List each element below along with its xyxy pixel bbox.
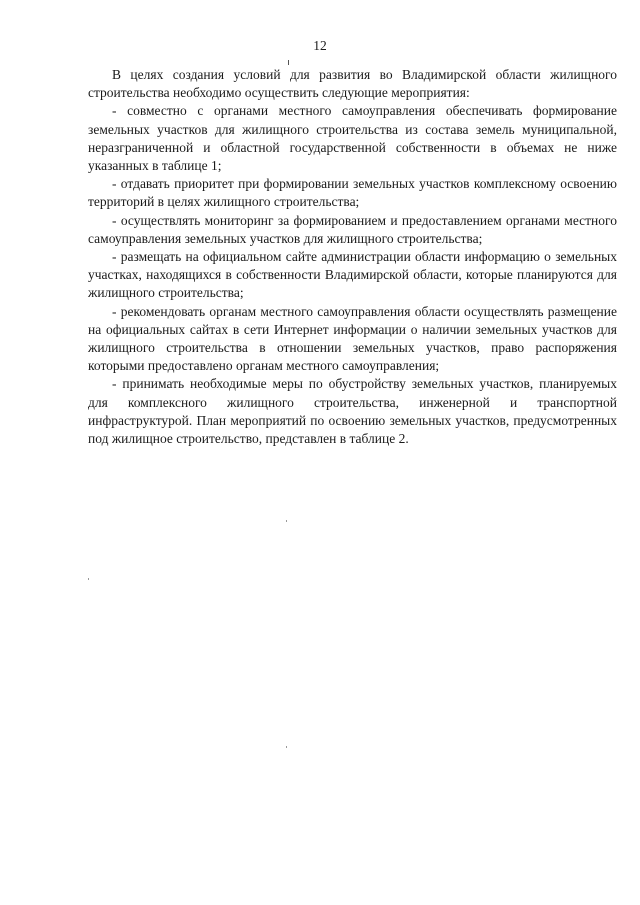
page-number: 12 <box>313 38 327 53</box>
scan-mark <box>288 60 289 65</box>
paragraph-item-infrastructure: - принимать необходимые меры по обустройству земельных участков, планируемых для комплексного жилищного строительства, инженерной и транспортной инфраструктурой. План мероприятий по освоению земельных участков, предусмотренных под жилищное строительство, представлен в таблице 2. <box>88 376 617 447</box>
scan-speck <box>286 520 287 522</box>
paragraph-item-priority: - отдавать приоритет при формировании земельных участков комплексному освоению территорий в целях жилищного строительства; <box>88 176 617 210</box>
paragraph-intro: В целях создания условий для развития во Владимирской области жилищного строительства необходимо осуществить следующие мероприятия: <box>88 67 617 101</box>
scan-speck <box>286 746 287 748</box>
document-body <box>88 66 617 448</box>
paragraph-item-monitoring: - осуществлять мониторинг за формированием и предоставлением органами местного самоуправления земельных участков для жилищного строительства; <box>88 212 617 246</box>
paragraph-item-land-formation: - совместно с органами местного самоуправления обеспечивать формирование земельных участков для жилищного строительства из состава земель муниципальной, неразграниченной и областной государственной собственности в объемах не ниже указанных в таблице 1; <box>88 103 617 174</box>
paragraph-item-website-info: - размещать на официальном сайте администрации области информацию о земельных участках, находящихся в собственности Владимирской области, которые планируются для жилищного строительства; <box>88 249 617 301</box>
scan-speck <box>88 578 89 580</box>
paragraph-item-recommend: - рекомендовать органам местного самоуправления области осуществлять размещение на официальных сайтах в сети Интернет информации о наличии земельных участков для жилищного строительства в отношении земельных участков, право распоряжения которыми предоставлено органам местного самоуправления; <box>88 303 617 374</box>
